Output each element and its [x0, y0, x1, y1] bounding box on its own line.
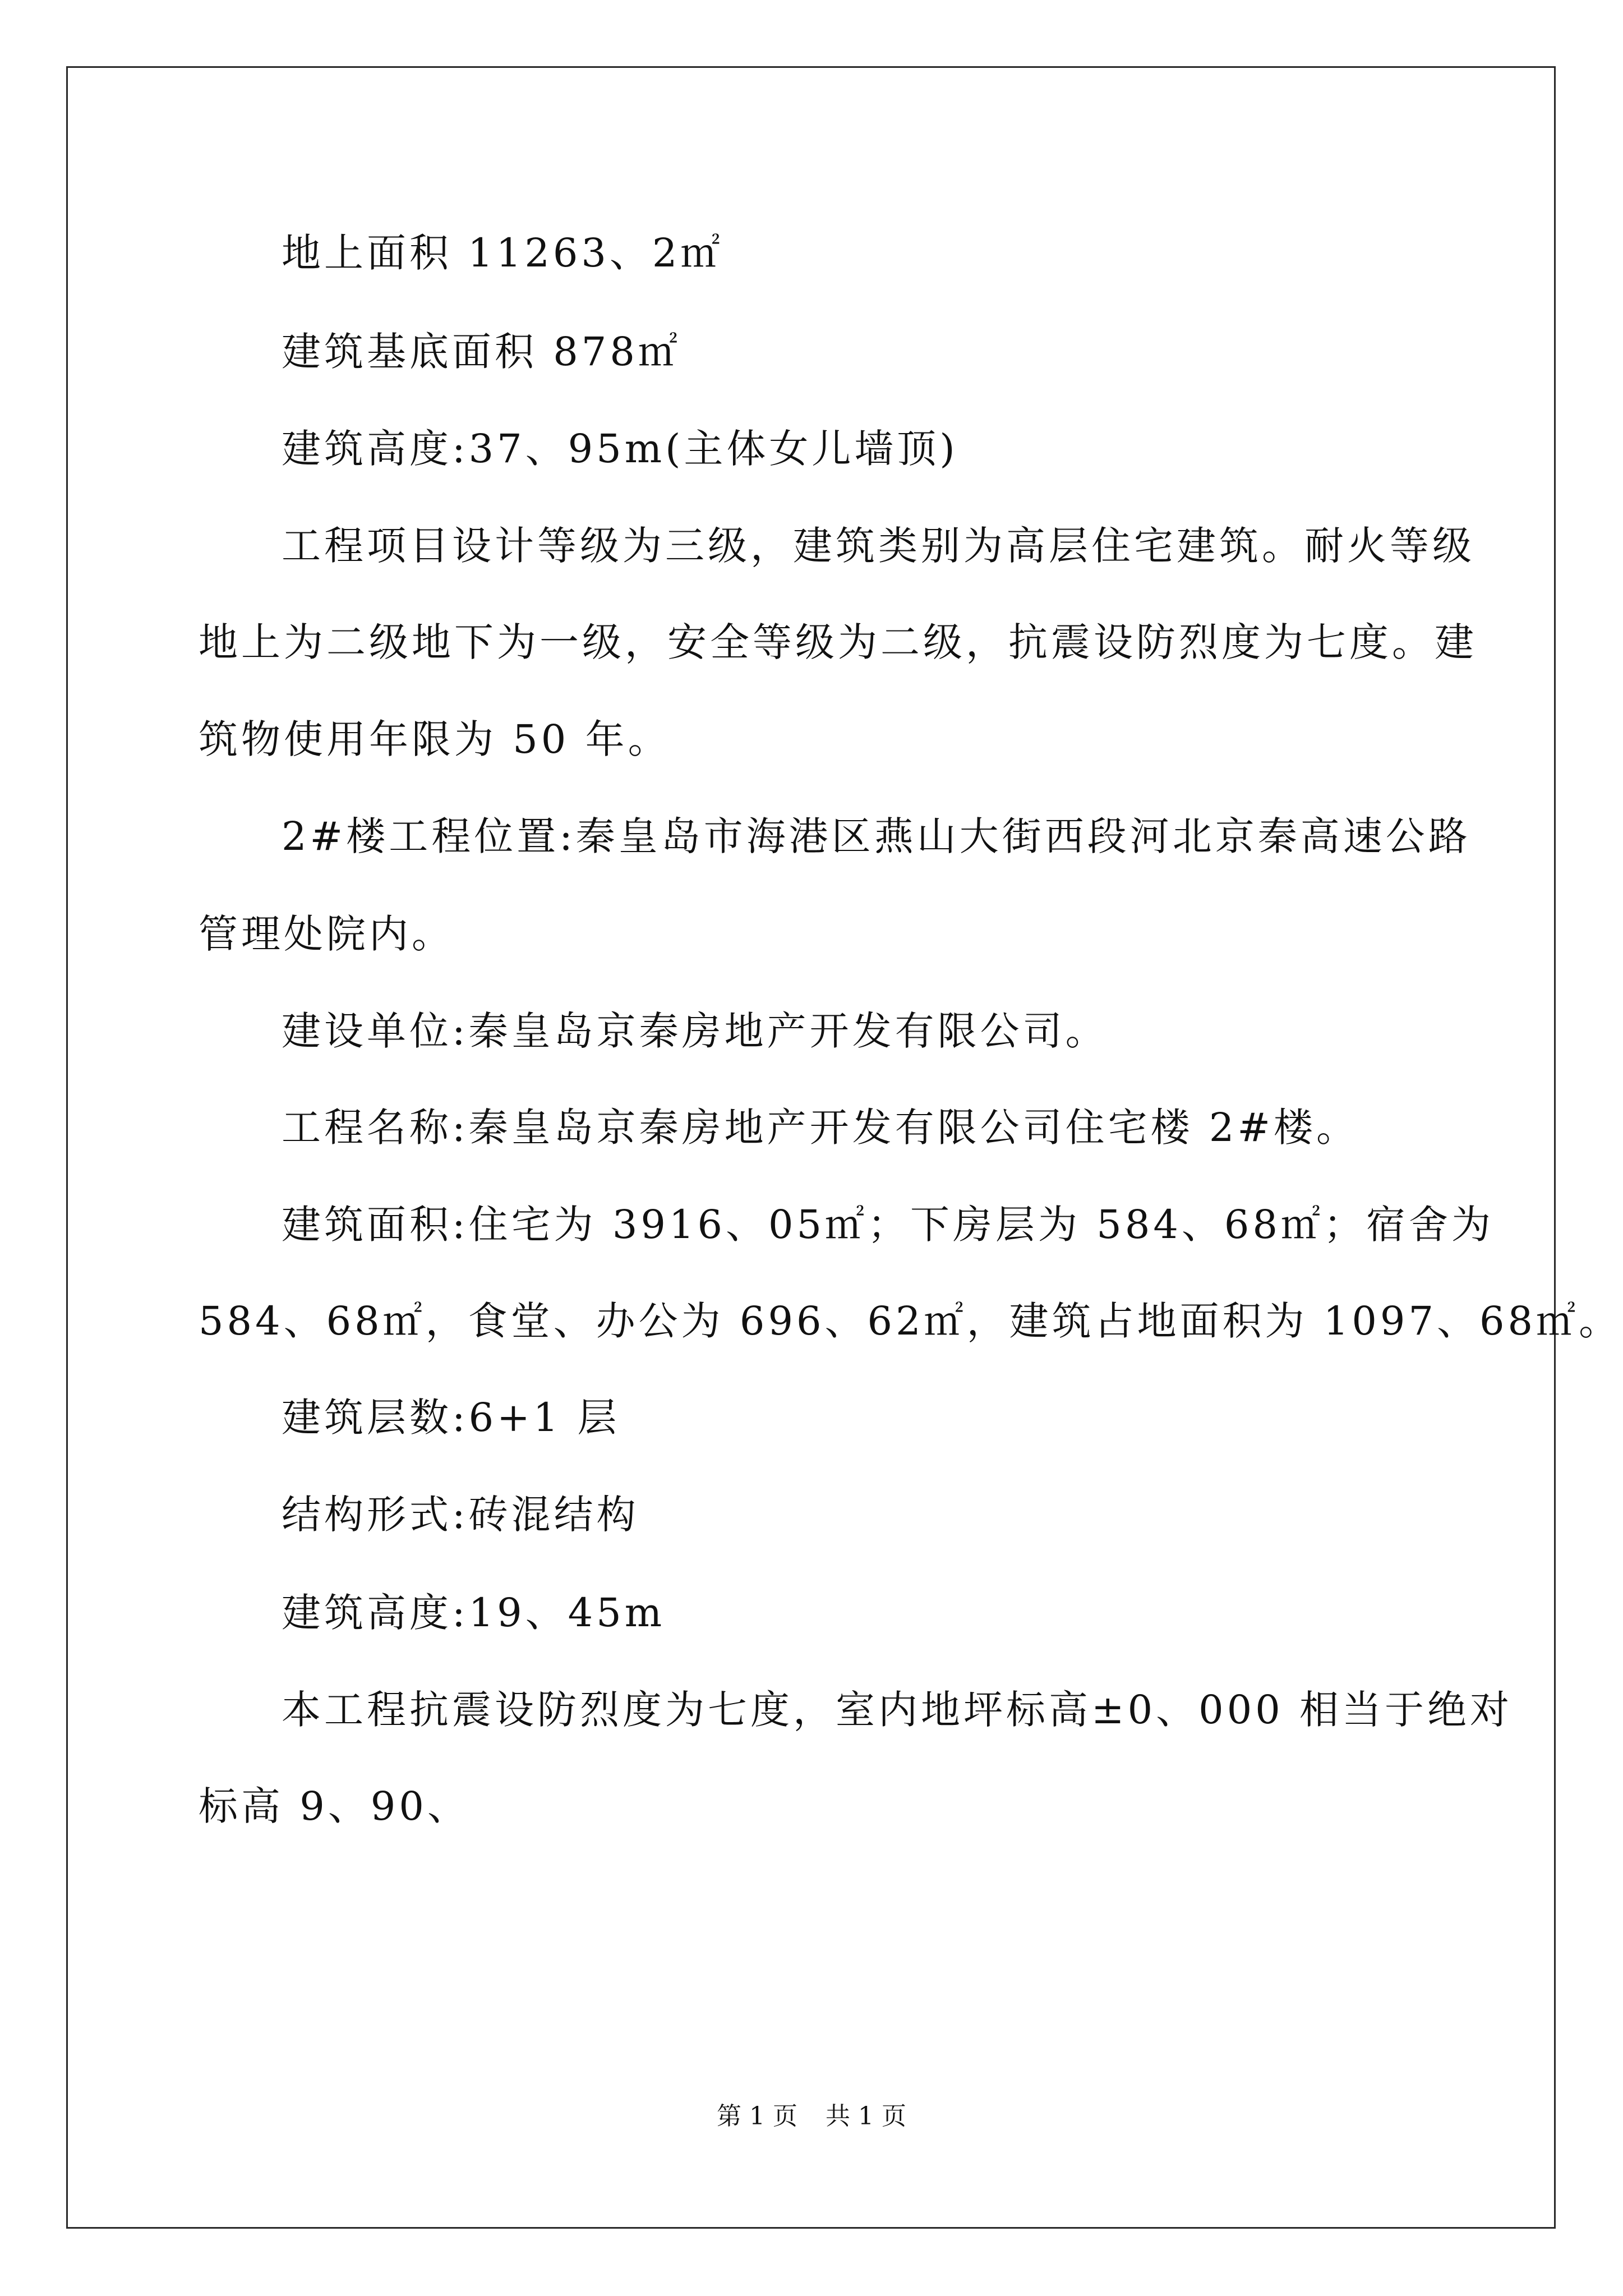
text-line: 结构形式:砖混结构 — [282, 1492, 639, 1538]
text-line: 建筑高度:37、95m(主体女儿墙顶) — [282, 426, 958, 472]
text-line: 建筑面积:住宅为 3916、05㎡；下房层为 584、68㎡；宿舍为 — [282, 1202, 1494, 1248]
page-total: 共 1 页 — [826, 2102, 906, 2131]
text-line: 建设单位:秦皇岛京秦房地产开发有限公司。 — [282, 1008, 1108, 1054]
text-line: 地上为二级地下为一级，安全等级为二级，抗震设防烈度为七度。建 — [199, 619, 1477, 665]
text-line: 584、68㎡，食堂、办公为 696、62㎡，建筑占地面积为 1097、68㎡。 — [199, 1298, 1622, 1344]
text-line: 建筑层数:6+1 层 — [282, 1395, 620, 1441]
text-line: 管理处院内。 — [199, 911, 454, 957]
text-line: 建筑基底面积 878㎡ — [282, 329, 681, 375]
text-line: 工程名称:秦皇岛京秦房地产开发有限公司住宅楼 2#楼。 — [282, 1105, 1359, 1151]
text-line: 筑物使用年限为 50 年。 — [199, 716, 671, 762]
page-footer — [0, 2096, 1623, 2132]
text-line: 地上面积 11263、2㎡ — [282, 230, 723, 276]
page-number: 第 1 页 — [717, 2102, 797, 2131]
text-line: 本工程抗震设防烈度为七度，室内地坪标高±0、000 相当于绝对 — [282, 1687, 1513, 1733]
text-line: 2#楼工程位置:秦皇岛市海港区燕山大街西段河北京秦高速公路 — [282, 813, 1471, 859]
text-line: 建筑高度:19、45m — [282, 1590, 666, 1636]
text-line: 工程项目设计等级为三级，建筑类别为高层住宅建筑。耐火等级 — [282, 523, 1475, 569]
text-line: 标高 9、90、 — [199, 1783, 470, 1829]
